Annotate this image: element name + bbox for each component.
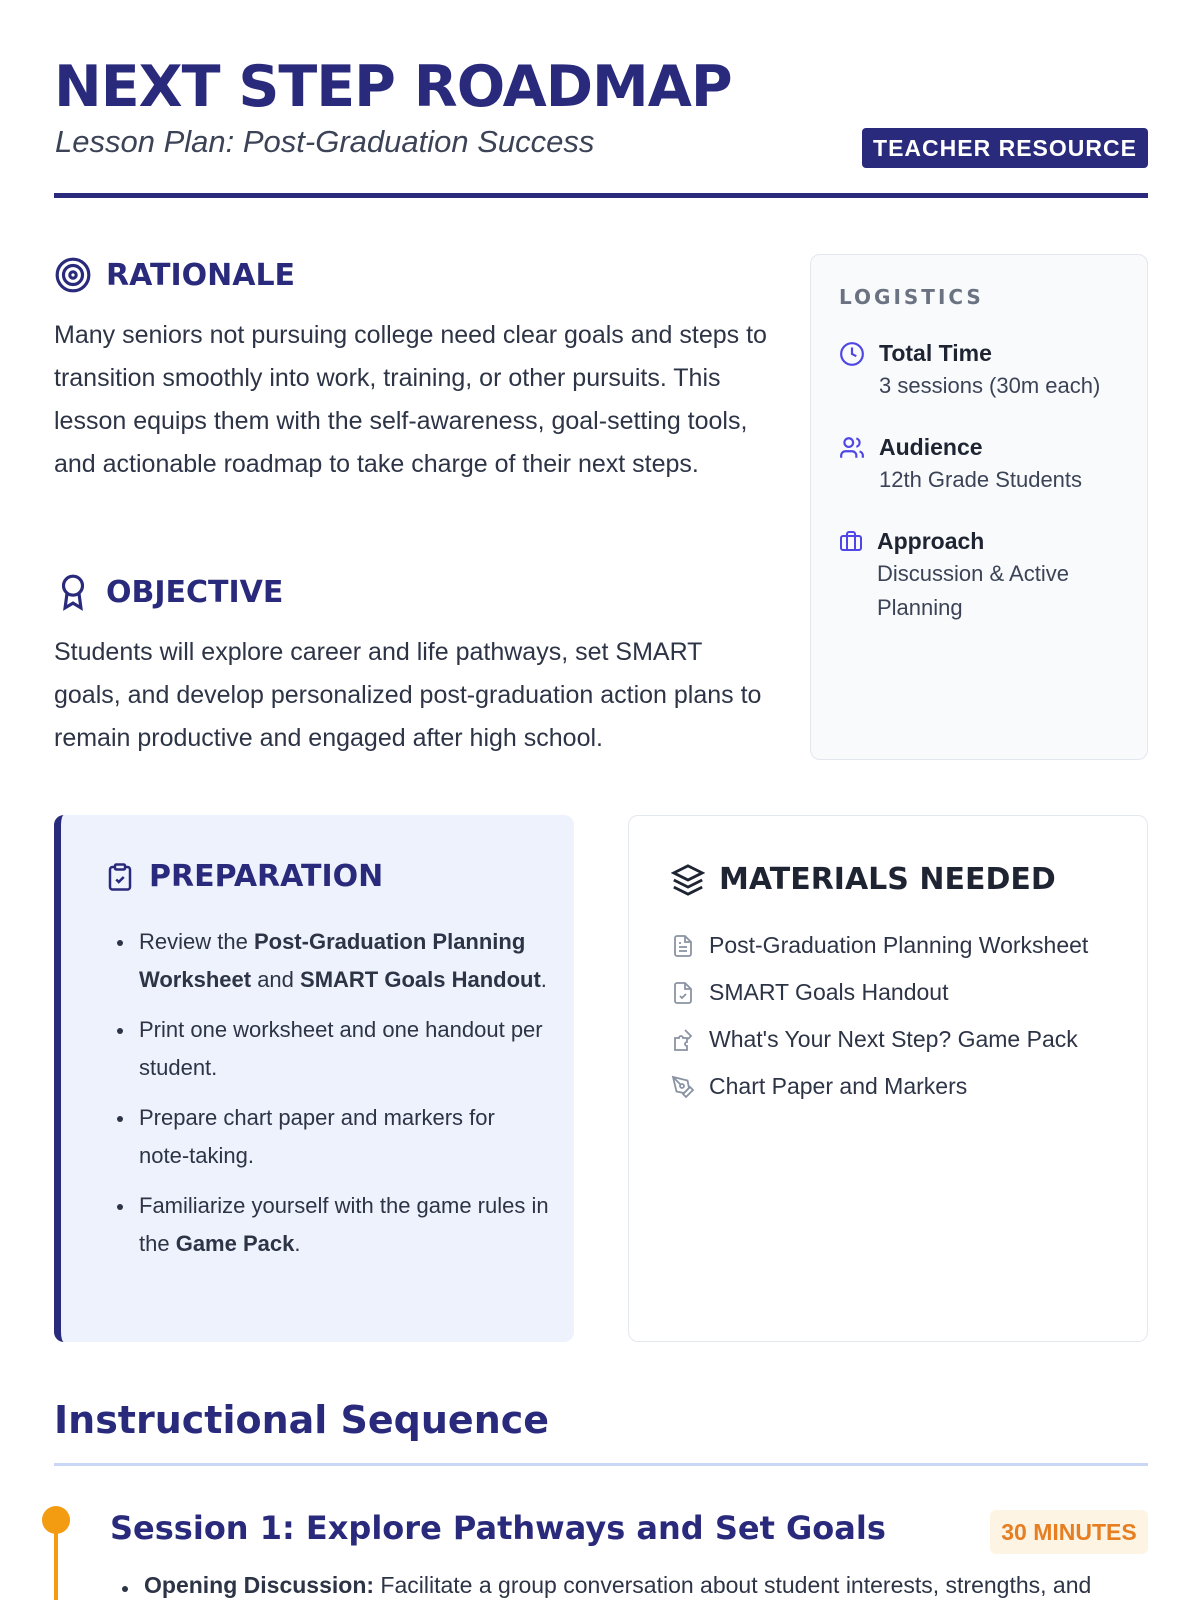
preparation-item-text: SMART Goals Handout <box>300 967 541 992</box>
pen-tool-icon <box>671 1075 695 1099</box>
preparation-item <box>139 1011 549 1087</box>
preparation-item-text: . <box>540 967 547 992</box>
preparation-item <box>139 923 549 999</box>
rationale-heading-label: RATIONALE <box>106 257 296 293</box>
page-title: NEXT STEP ROADMAP <box>54 54 732 120</box>
preparation-item-text: Review the <box>139 929 254 954</box>
preparation-item-text: Print one worksheet and one handout per student. <box>139 1017 543 1080</box>
materials-item-label: Post-Graduation Planning Worksheet <box>709 932 1089 958</box>
layers-icon <box>671 863 705 897</box>
preparation-card <box>54 815 574 1342</box>
preparation-item-text: . <box>294 1231 301 1256</box>
materials-item <box>671 922 1088 969</box>
objective-text: Students will explore career and life pathways, set SMART goals, and develop personalized post-graduation action plans to remain productive and engaged after high school. <box>54 638 762 752</box>
materials-list <box>671 922 1088 1110</box>
users-icon <box>839 435 865 461</box>
preparation-item <box>139 1099 549 1175</box>
logistics-item-total-time <box>839 337 1100 403</box>
session-bullet-label: Opening Discussion: <box>144 1572 375 1598</box>
materials-item <box>671 1016 1088 1063</box>
preparation-heading <box>105 859 383 894</box>
clock-icon <box>839 341 865 367</box>
materials-item-label: What's Your Next Step? Game Pack <box>709 1026 1078 1052</box>
timeline-line <box>54 1530 58 1600</box>
session-duration-badge: 30 MINUTES <box>990 1510 1148 1554</box>
rationale-heading <box>54 256 295 294</box>
preparation-item-text: Game Pack <box>175 1231 295 1256</box>
preparation-item-text: Prepare chart paper and markers for note-taking. <box>139 1105 495 1168</box>
logistics-item-approach <box>839 525 1117 625</box>
logistics-item-audience <box>839 431 1082 497</box>
briefcase-icon <box>839 529 863 553</box>
preparation-item-text: and <box>251 967 301 992</box>
file-check-icon <box>671 981 695 1005</box>
award-icon <box>54 573 92 611</box>
rationale-text: Many seniors not pursuing college need clear goals and steps to transition smoothly into work, training, or other pursuits. This lesson equips them with the self-awareness, goal-setting tools, and actionable roadmap to take charge of their next steps. <box>54 321 767 478</box>
teacher-resource-badge: TEACHER RESOURCE <box>862 128 1148 168</box>
preparation-heading-label: PREPARATION <box>149 859 384 894</box>
logistics-card <box>810 254 1148 760</box>
target-icon <box>54 256 92 294</box>
sequence-divider <box>54 1463 1148 1466</box>
materials-item-label: SMART Goals Handout <box>709 979 949 1005</box>
materials-item-label: Chart Paper and Markers <box>709 1073 968 1099</box>
clipboard-check-icon <box>105 862 135 892</box>
logistics-label: Approach <box>877 528 985 554</box>
logistics-label: Total Time <box>879 340 992 366</box>
preparation-item <box>139 1187 549 1263</box>
materials-heading-label: MATERIALS NEEDED <box>719 862 1056 897</box>
materials-item <box>671 1063 1088 1110</box>
materials-card <box>628 815 1148 1342</box>
preparation-list <box>139 923 549 1275</box>
session-bullet <box>144 1572 1091 1599</box>
page-subtitle: Lesson Plan: Post-Graduation Success <box>55 124 595 159</box>
logistics-value: Discussion & Active Planning <box>877 561 1069 620</box>
logistics-title: LOGISTICS <box>839 285 984 309</box>
instructional-sequence-title: Instructional Sequence <box>54 1398 550 1442</box>
preparation-item-text: Familiarize yourself with the game rules in the <box>139 1193 549 1256</box>
session-bullet-text: Facilitate a group conversation about student interests, strengths, and <box>374 1572 1092 1598</box>
preparation-item-text: Post-Graduation Planning Worksheet <box>139 929 526 992</box>
logistics-label: Audience <box>879 434 983 460</box>
header-divider <box>54 193 1148 198</box>
puzzle-icon <box>671 1028 695 1052</box>
objective-heading-label: OBJECTIVE <box>106 574 284 610</box>
materials-item <box>671 969 1088 1016</box>
session-title: Session 1: Explore Pathways and Set Goals <box>110 1509 886 1547</box>
logistics-value: 12th Grade Students <box>879 467 1083 492</box>
materials-heading <box>671 862 1056 897</box>
logistics-value: 3 sessions (30m each) <box>879 373 1101 398</box>
file-text-icon <box>671 934 695 958</box>
objective-heading <box>54 573 283 611</box>
